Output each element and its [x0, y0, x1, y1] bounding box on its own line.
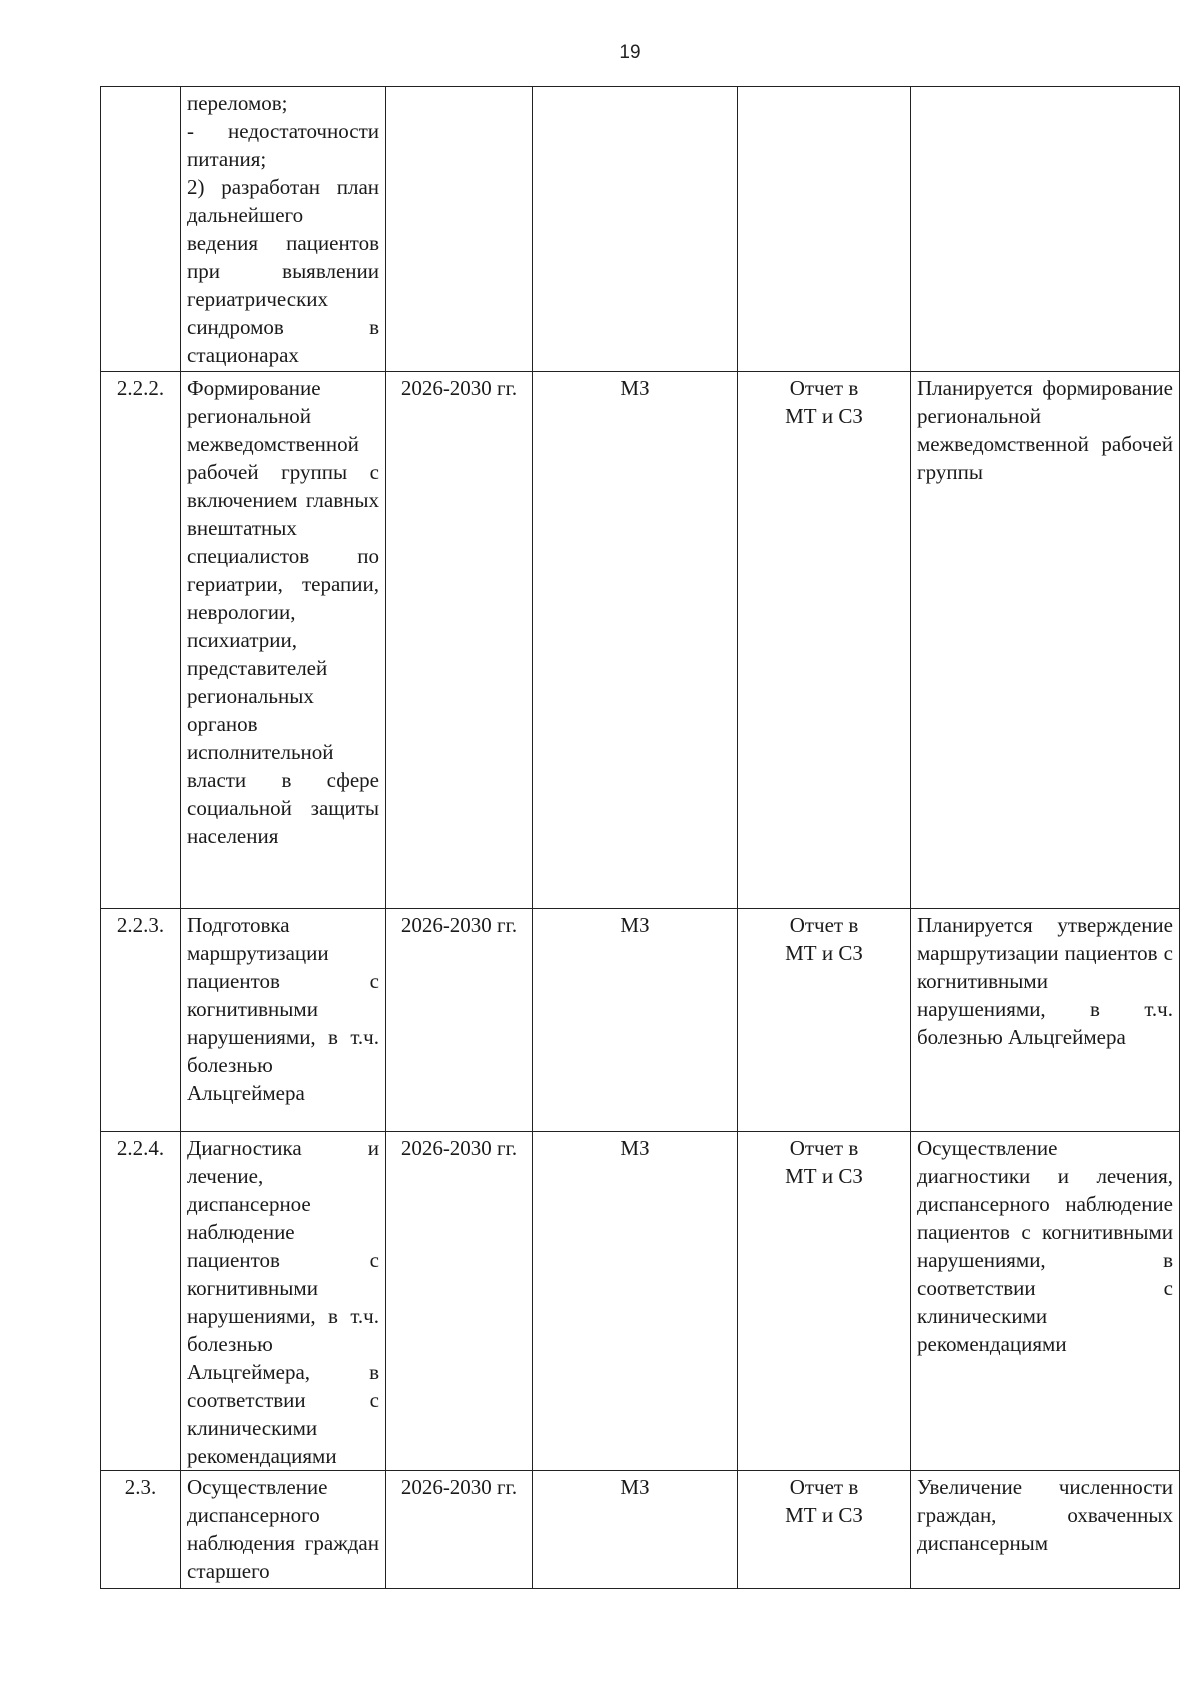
- plan-table: [100, 86, 1180, 1589]
- executor-cell: МЗ: [533, 909, 738, 1132]
- result-cell: [911, 87, 1180, 372]
- row-number: 2.2.4.: [101, 1132, 181, 1471]
- executor-cell: [533, 87, 738, 372]
- executor-cell: МЗ: [533, 372, 738, 909]
- report-form-cell: Отчет в МТ и СЗ: [738, 372, 911, 909]
- table-row: [101, 87, 1180, 372]
- event-description: Осуществление диспансерного наблюдения граждан старшего: [181, 1471, 386, 1589]
- table-row: [101, 1471, 1180, 1589]
- report-form-cell: Отчет в МТ и СЗ: [738, 1471, 911, 1589]
- result-cell: Осуществление диагностики и лечения, диспансерного наблюдение пациентов с когнитивными нарушениями, в соответствии с клиническими рекомендациями: [911, 1132, 1180, 1471]
- event-description: Подготовка маршрутизации пациентов с когнитивными нарушениями, в т.ч. болезнью Альцгеймера: [181, 909, 386, 1132]
- report-form-cell: Отчет в МТ и СЗ: [738, 1132, 911, 1471]
- event-description: переломов; - недостаточности питания; 2) разработан план дальнейшего ведения пациентов при выявлении гериатрических синдромов в стационарах: [181, 87, 386, 372]
- result-cell: Планируется утверждение маршрутизации пациентов с когнитивными нарушениями, в т.ч. болезнью Альцгеймера: [911, 909, 1180, 1132]
- executor-cell: МЗ: [533, 1132, 738, 1471]
- term-cell: 2026-2030 гг.: [386, 372, 533, 909]
- page-number: 19: [619, 42, 641, 63]
- event-description: Формирование региональной межведомственной рабочей группы с включением главных внештатных специалистов по гериатрии, терапии, неврологии, психиатрии, представителей региональных органов исполнительной власти в сфере социальной защиты населения: [181, 372, 386, 909]
- row-number: 2.3.: [101, 1471, 181, 1589]
- term-cell: 2026-2030 гг.: [386, 1471, 533, 1589]
- row-number: [101, 87, 181, 372]
- result-cell: Увеличение численности граждан, охваченных диспансерным: [911, 1471, 1180, 1589]
- table-row: [101, 1132, 1180, 1471]
- term-cell: 2026-2030 гг.: [386, 1132, 533, 1471]
- event-description: Диагностика и лечение, диспансерное наблюдение пациентов с когнитивными нарушениями, в т.ч. болезнью Альцгеймера, в соответствии с клиническими рекомендациями: [181, 1132, 386, 1471]
- table-row: [101, 909, 1180, 1132]
- result-cell: Планируется формирование региональной межведомственной рабочей группы: [911, 372, 1180, 909]
- executor-cell: МЗ: [533, 1471, 738, 1589]
- term-cell: [386, 87, 533, 372]
- term-cell: 2026-2030 гг.: [386, 909, 533, 1132]
- row-number: 2.2.3.: [101, 909, 181, 1132]
- table-row: [101, 372, 1180, 909]
- report-form-cell: Отчет в МТ и СЗ: [738, 909, 911, 1132]
- row-number: 2.2.2.: [101, 372, 181, 909]
- report-form-cell: [738, 87, 911, 372]
